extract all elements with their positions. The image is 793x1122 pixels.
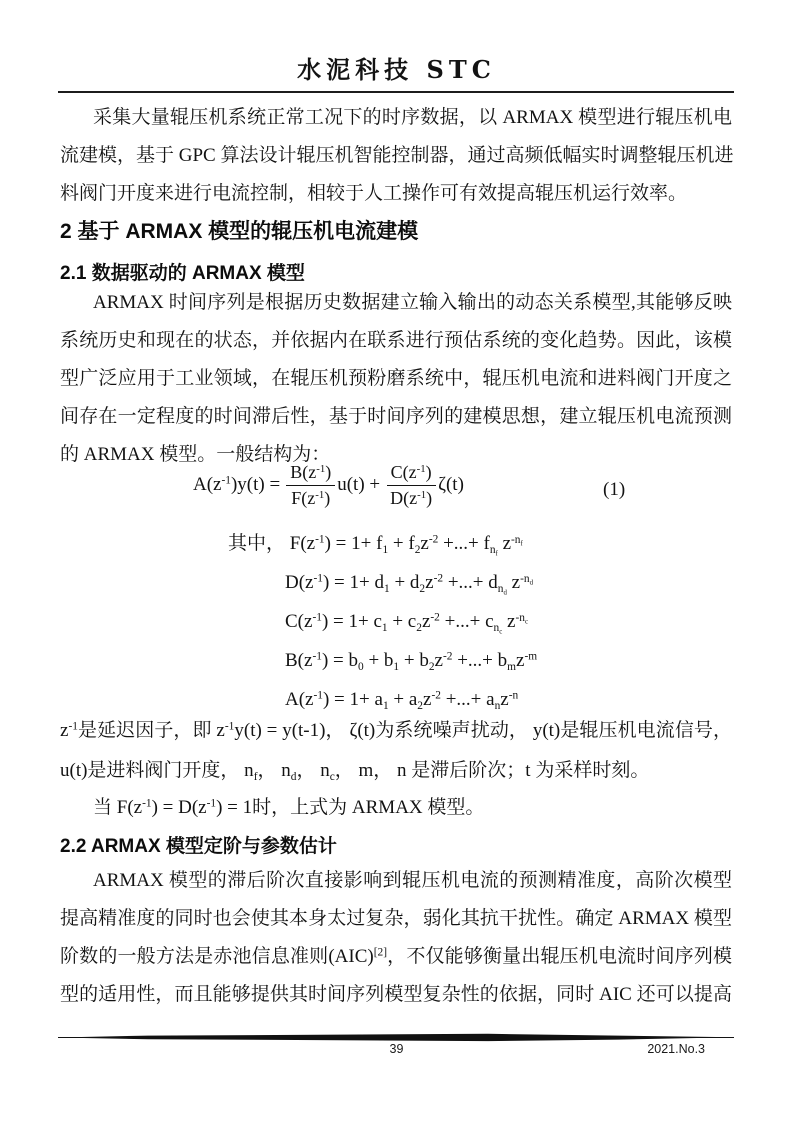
paragraph-line: 提高精准度的同时也会使其本身太过复杂，弱化其抗干扰性。确定 ARMAX 模型 (60, 908, 732, 929)
armax-note (60, 789, 732, 827)
armax-description-paragraph (60, 284, 732, 474)
section-2-2-heading: 2.2 ARMAX 模型定阶与参数估计 (60, 836, 337, 857)
paragraph-line: $z^{-1}$是延迟因子，即 $z^{-1}y(t) = y(t-1)$， ζ(t)为系统噪声扰动， y(t)是辊压机电流信号， (60, 720, 732, 741)
paragraph-line: 料阀门开度来进行电流控制，相较于人工操作可有效提高辊压机运行效率。 (60, 183, 688, 204)
equation-tail: ζ(t) (438, 474, 464, 495)
paragraph-line: 间存在一定程度的时间滞后性，基于时间序列的建模思想，建立辊压机电流预测 (60, 406, 732, 427)
page-number: 39 (389, 1042, 404, 1056)
d-polynomial: $D(z^{-1}) = 1+ d_1 + d_2z^{-2}$ +...+ $d_{n_d}$ $z^{-n_d}$ (285, 572, 533, 597)
paragraph-line: 型的适用性，而且能够提供其时间序列模型复杂性的依据，同时 AIC 还可以提高 (60, 984, 732, 1005)
a-polynomial: $A(z^{-1}) = 1+ a_1 + a_2z^{-2}$ +...+ $a_nz^{-n}$ (285, 689, 519, 712)
paragraph-line: 型广泛应用于工业领域，在辊压机预粉磨系统中，辊压机电流和进料阀门开度之 (60, 368, 732, 389)
fraction (386, 461, 436, 509)
fraction (286, 461, 335, 509)
paragraph-line: ARMAX 模型的滞后阶次直接影响到辊压机电流的预测精准度，高阶次模型 (93, 870, 732, 891)
section-2-heading: 2 基于 ARMAX 模型的辊压机电流建模 (60, 220, 419, 243)
paragraph-line: 阶数的一般方法是赤池信息准则(AIC)[2]，不仅能够衡量出辊压机电流时间序列模 (60, 946, 732, 967)
paragraph-line: 流建模，基于 GPC 算法设计辊压机智能控制器，通过高频低幅实时调整辊压机进 (60, 145, 734, 166)
where-intro: 其中， (228, 533, 290, 554)
paragraph-line: 当 $F(z^{-1}) = D(z^{-1}) = 1$时，上式为 ARMAX 模型。 (93, 797, 485, 818)
c-polynomial: $C(z^{-1}) = 1+ c_1 + c_2z^{-2}$ +...+ $c_{n_c}$ $z^{-n_c}$ (285, 611, 528, 636)
intro-paragraph (60, 99, 732, 213)
equation-middle: u(t) + (337, 474, 381, 495)
fraction-numerator: $C(z^{-1})$ (387, 461, 436, 486)
where-line (228, 524, 537, 563)
header-rule (58, 91, 734, 93)
aic-paragraph (60, 862, 732, 1014)
paragraph-line: 系统历史和现在的状态，并依据内在联系进行预估系统的变化趋势。因此，该模 (60, 330, 732, 351)
b-polynomial: $B(z^{-1}) = b_0 + b_1 + b_2z^{-2}$ +...+ $b_mz^{-m}$ (285, 650, 538, 673)
f-polynomial: $F(z^{-1}) = 1+ f_1 + f_2z^{-2}$ +...+ $f_{n_f}$ $z^{-n_f}$ (289, 533, 523, 558)
fraction-numerator: $B(z^{-1})$ (286, 461, 335, 486)
symbol-explanation-paragraph (60, 711, 732, 791)
equation-1 (193, 461, 466, 509)
paragraph-line: 的 ARMAX 模型。一般结构为： (60, 444, 331, 465)
journal-title: 水泥科技 STC (297, 55, 496, 84)
equation-lhs: $A(z^{-1})y(t)$ = (193, 474, 281, 495)
fraction-denominator: $F(z^{-1})$ (291, 487, 331, 508)
fraction-denominator: $D(z^{-1})$ (390, 487, 433, 508)
paragraph-line: 采集大量辊压机系统正常工况下的时序数据，以 ARMAX 模型进行辊压机电 (93, 107, 732, 128)
equation-number: (1) (603, 479, 626, 500)
polynomial-definitions (228, 524, 537, 719)
paragraph-line: u(t)是进料阀门开度， $n_f$， $n_d$， $n_c$， m， n 是滞后阶次；t 为采样时刻。 (60, 760, 650, 783)
section-2-1-heading: 2.1 数据驱动的 ARMAX 模型 (60, 263, 305, 284)
paragraph-line: ARMAX 时间序列是根据历史数据建立输入输出的动态关系模型,其能够反映 (93, 292, 732, 313)
issue-number: 2021.No.3 (647, 1042, 705, 1056)
